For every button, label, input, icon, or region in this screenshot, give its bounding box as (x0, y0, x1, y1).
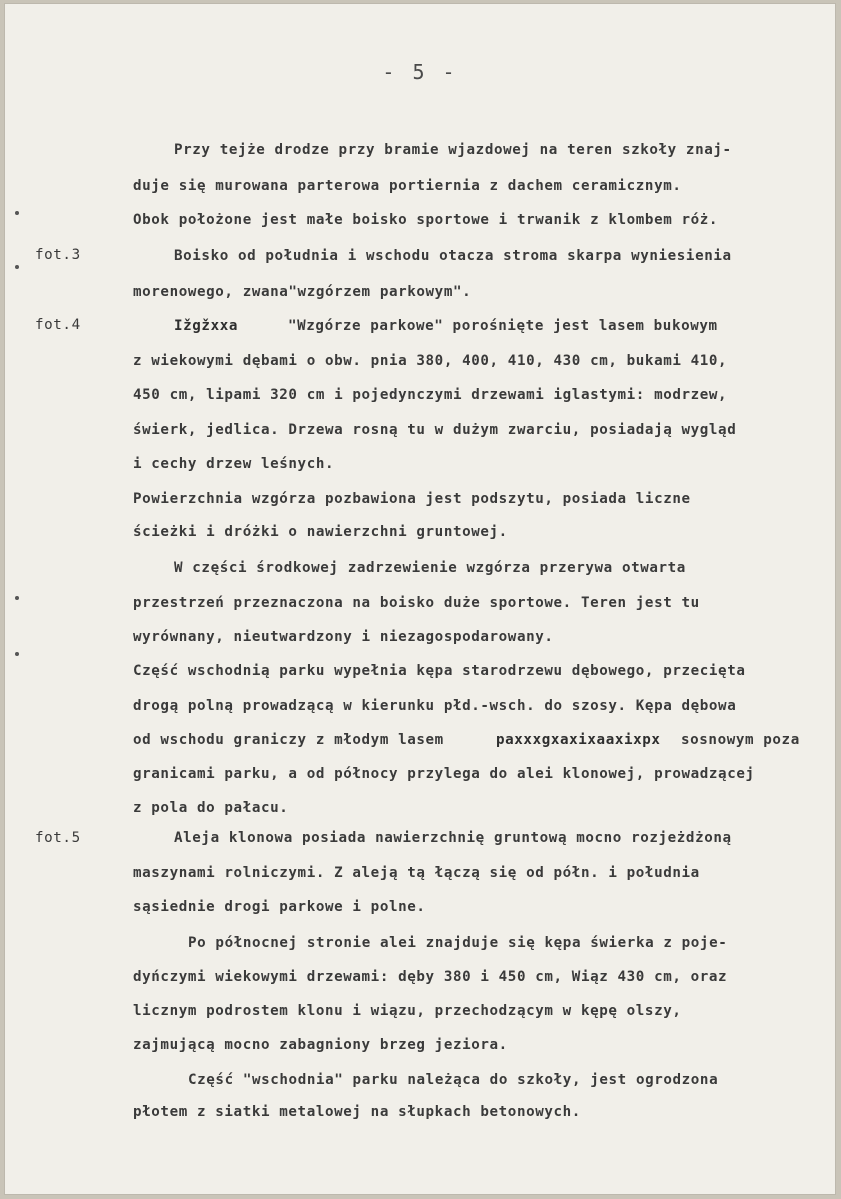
text-line: W części środkowej zadrzewienie wzgórza przerywa otwarta (174, 560, 686, 576)
text-line: sosnowym poza (681, 732, 800, 748)
text-line: dyńczymi wiekowymi drzewami: dęby 380 i 450 cm, Wiąz 430 cm, oraz (133, 969, 728, 985)
struck-text: paxxxgxaxixaaxixpx (496, 732, 661, 748)
text-line: drogą polną prowadzącą w kierunku płd.-wsch. do szosy. Kępa dębowa (133, 698, 737, 714)
text-line: licznym podrostem klonu i wiązu, przechodzącym w kępę olszy, (133, 1003, 682, 1019)
text-line: Po północnej stronie alei znajduje się kępa świerka z poje- (188, 935, 728, 951)
text-line: zajmującą mocno zabagniony brzeg jeziora. (133, 1037, 508, 1053)
text-line: Obok położone jest małe boisko sportowe i trwanik z klombem róż. (133, 212, 719, 228)
text-line: z pola do pałacu. (133, 800, 289, 816)
text-line: morenowego, zwana"wzgórzem parkowym". (133, 284, 472, 300)
text-line: płotem z siatki metalowej na słupkach betonowych. (133, 1104, 581, 1120)
margin-dot (15, 596, 19, 600)
text-line: maszynami rolniczymi. Z aleją tą łączą się od półn. i południa (133, 865, 700, 881)
text-line: Powierzchnia wzgórza pozbawiona jest podszytu, posiada liczne (133, 491, 691, 507)
margin-note-fot3: fot.3 (35, 247, 81, 263)
struck-word: Ižgžxxa (174, 318, 238, 334)
text-line: wyrównany, nieutwardzony i niezagospodarowany. (133, 629, 554, 645)
text-line: i cechy drzew leśnych. (133, 456, 335, 472)
text-line: 450 cm, lipami 320 cm i pojedynczymi drzewami iglastymi: modrzew, (133, 387, 728, 403)
text-line: Część "wschodnia" parku należąca do szkoły, jest ogrodzona (188, 1072, 719, 1088)
text-line: granicami parku, a od północy przylega do alei klonowej, prowadzącej (133, 766, 755, 782)
text-line: od wschodu graniczy z młodym lasem (133, 732, 444, 748)
text-line: Boisko od południa i wschodu otacza stroma skarpa wyniesienia (174, 248, 732, 264)
margin-note-fot4: fot.4 (35, 317, 81, 333)
text-line: Część wschodnią parku wypełnia kępa starodrzewu dębowego, przecięta (133, 663, 746, 679)
text-line: sąsiednie drogi parkowe i polne. (133, 899, 426, 915)
text-line: przestrzeń przeznaczona na boisko duże sportowe. Teren jest tu (133, 595, 700, 611)
text-line: Aleja klonowa posiada nawierzchnię gruntową mocno rozjeżdżoną (174, 830, 732, 846)
margin-dot (15, 652, 19, 656)
document-page (4, 3, 836, 1195)
text-line: ścieżki i dróżki o nawierzchni gruntowej. (133, 524, 508, 540)
margin-dot (15, 265, 19, 269)
text-line: duje się murowana parterowa portiernia z dachem ceramicznym. (133, 178, 682, 194)
page-number: - 5 - (382, 60, 458, 84)
text-line: Przy tejże drodze przy bramie wjazdowej na teren szkoły znaj- (174, 142, 732, 158)
margin-dot (15, 211, 19, 215)
text-line: świerk, jedlica. Drzewa rosną tu w dużym zwarciu, posiadają wygląd (133, 422, 737, 438)
text-line: z wiekowymi dębami o obw. pnia 380, 400, 410, 430 cm, bukami 410, (133, 353, 728, 369)
text-line: "Wzgórze parkowe" porośnięte jest lasem bukowym (288, 318, 718, 334)
margin-note-fot5: fot.5 (35, 830, 81, 846)
